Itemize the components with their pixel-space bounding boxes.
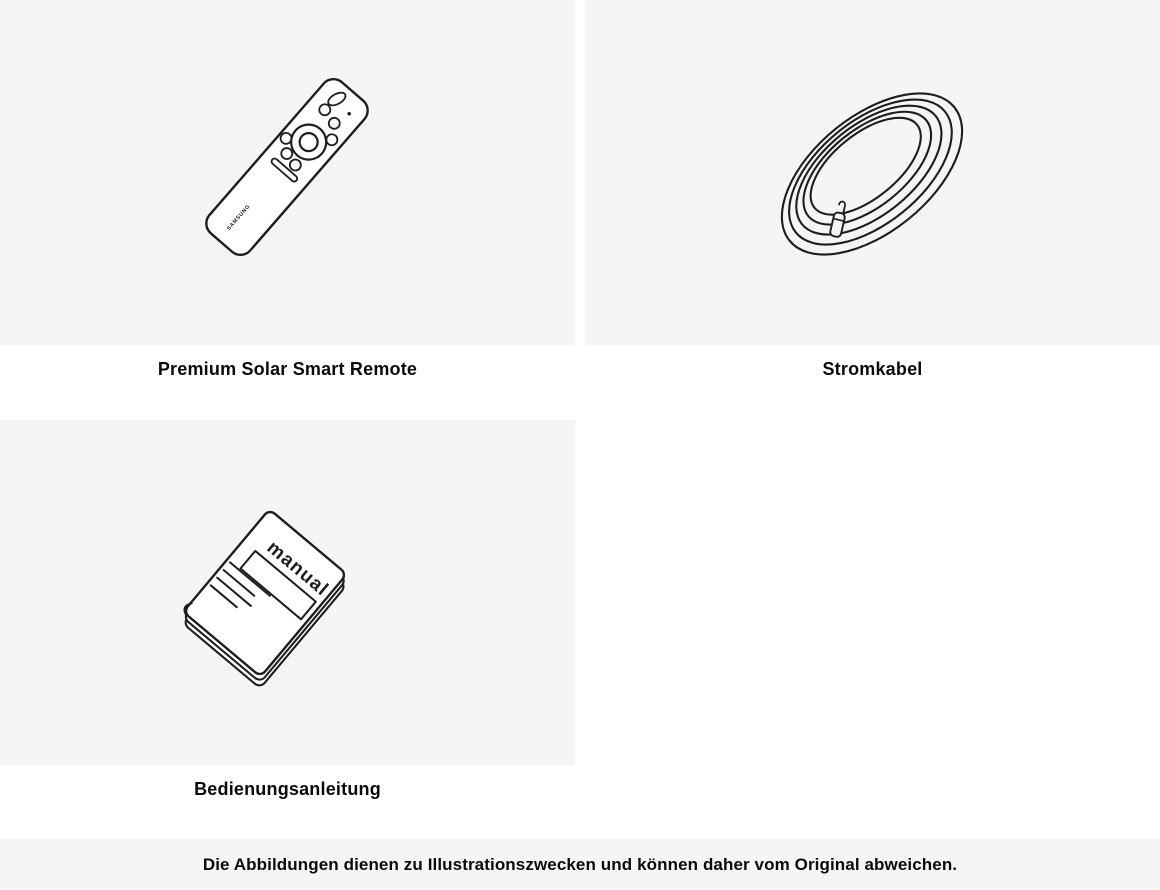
user-manual-tile xyxy=(0,420,575,765)
remote-tile xyxy=(0,0,575,345)
remote-brand-text: SAMSUNG xyxy=(226,203,252,232)
cable-loop xyxy=(753,62,991,286)
remote-body xyxy=(201,74,373,260)
disclaimer-text: Die Abbildungen dienen zu Illustrationszwecken und können daher vom Original abweichen. xyxy=(202,855,958,874)
user-manual-illustration xyxy=(155,488,375,698)
remote-illustration xyxy=(187,67,387,267)
disclaimer-bar xyxy=(0,839,1160,890)
power-cable-illustration xyxy=(732,52,1012,292)
power-cable-caption: Stromkabel xyxy=(822,359,923,379)
user-manual-caption: Bedienungsanleitung xyxy=(194,779,381,799)
power-cable-tile xyxy=(585,0,1160,345)
remote-caption: Premium Solar Smart Remote xyxy=(157,359,418,379)
manual-cover-text: manual xyxy=(262,537,333,601)
